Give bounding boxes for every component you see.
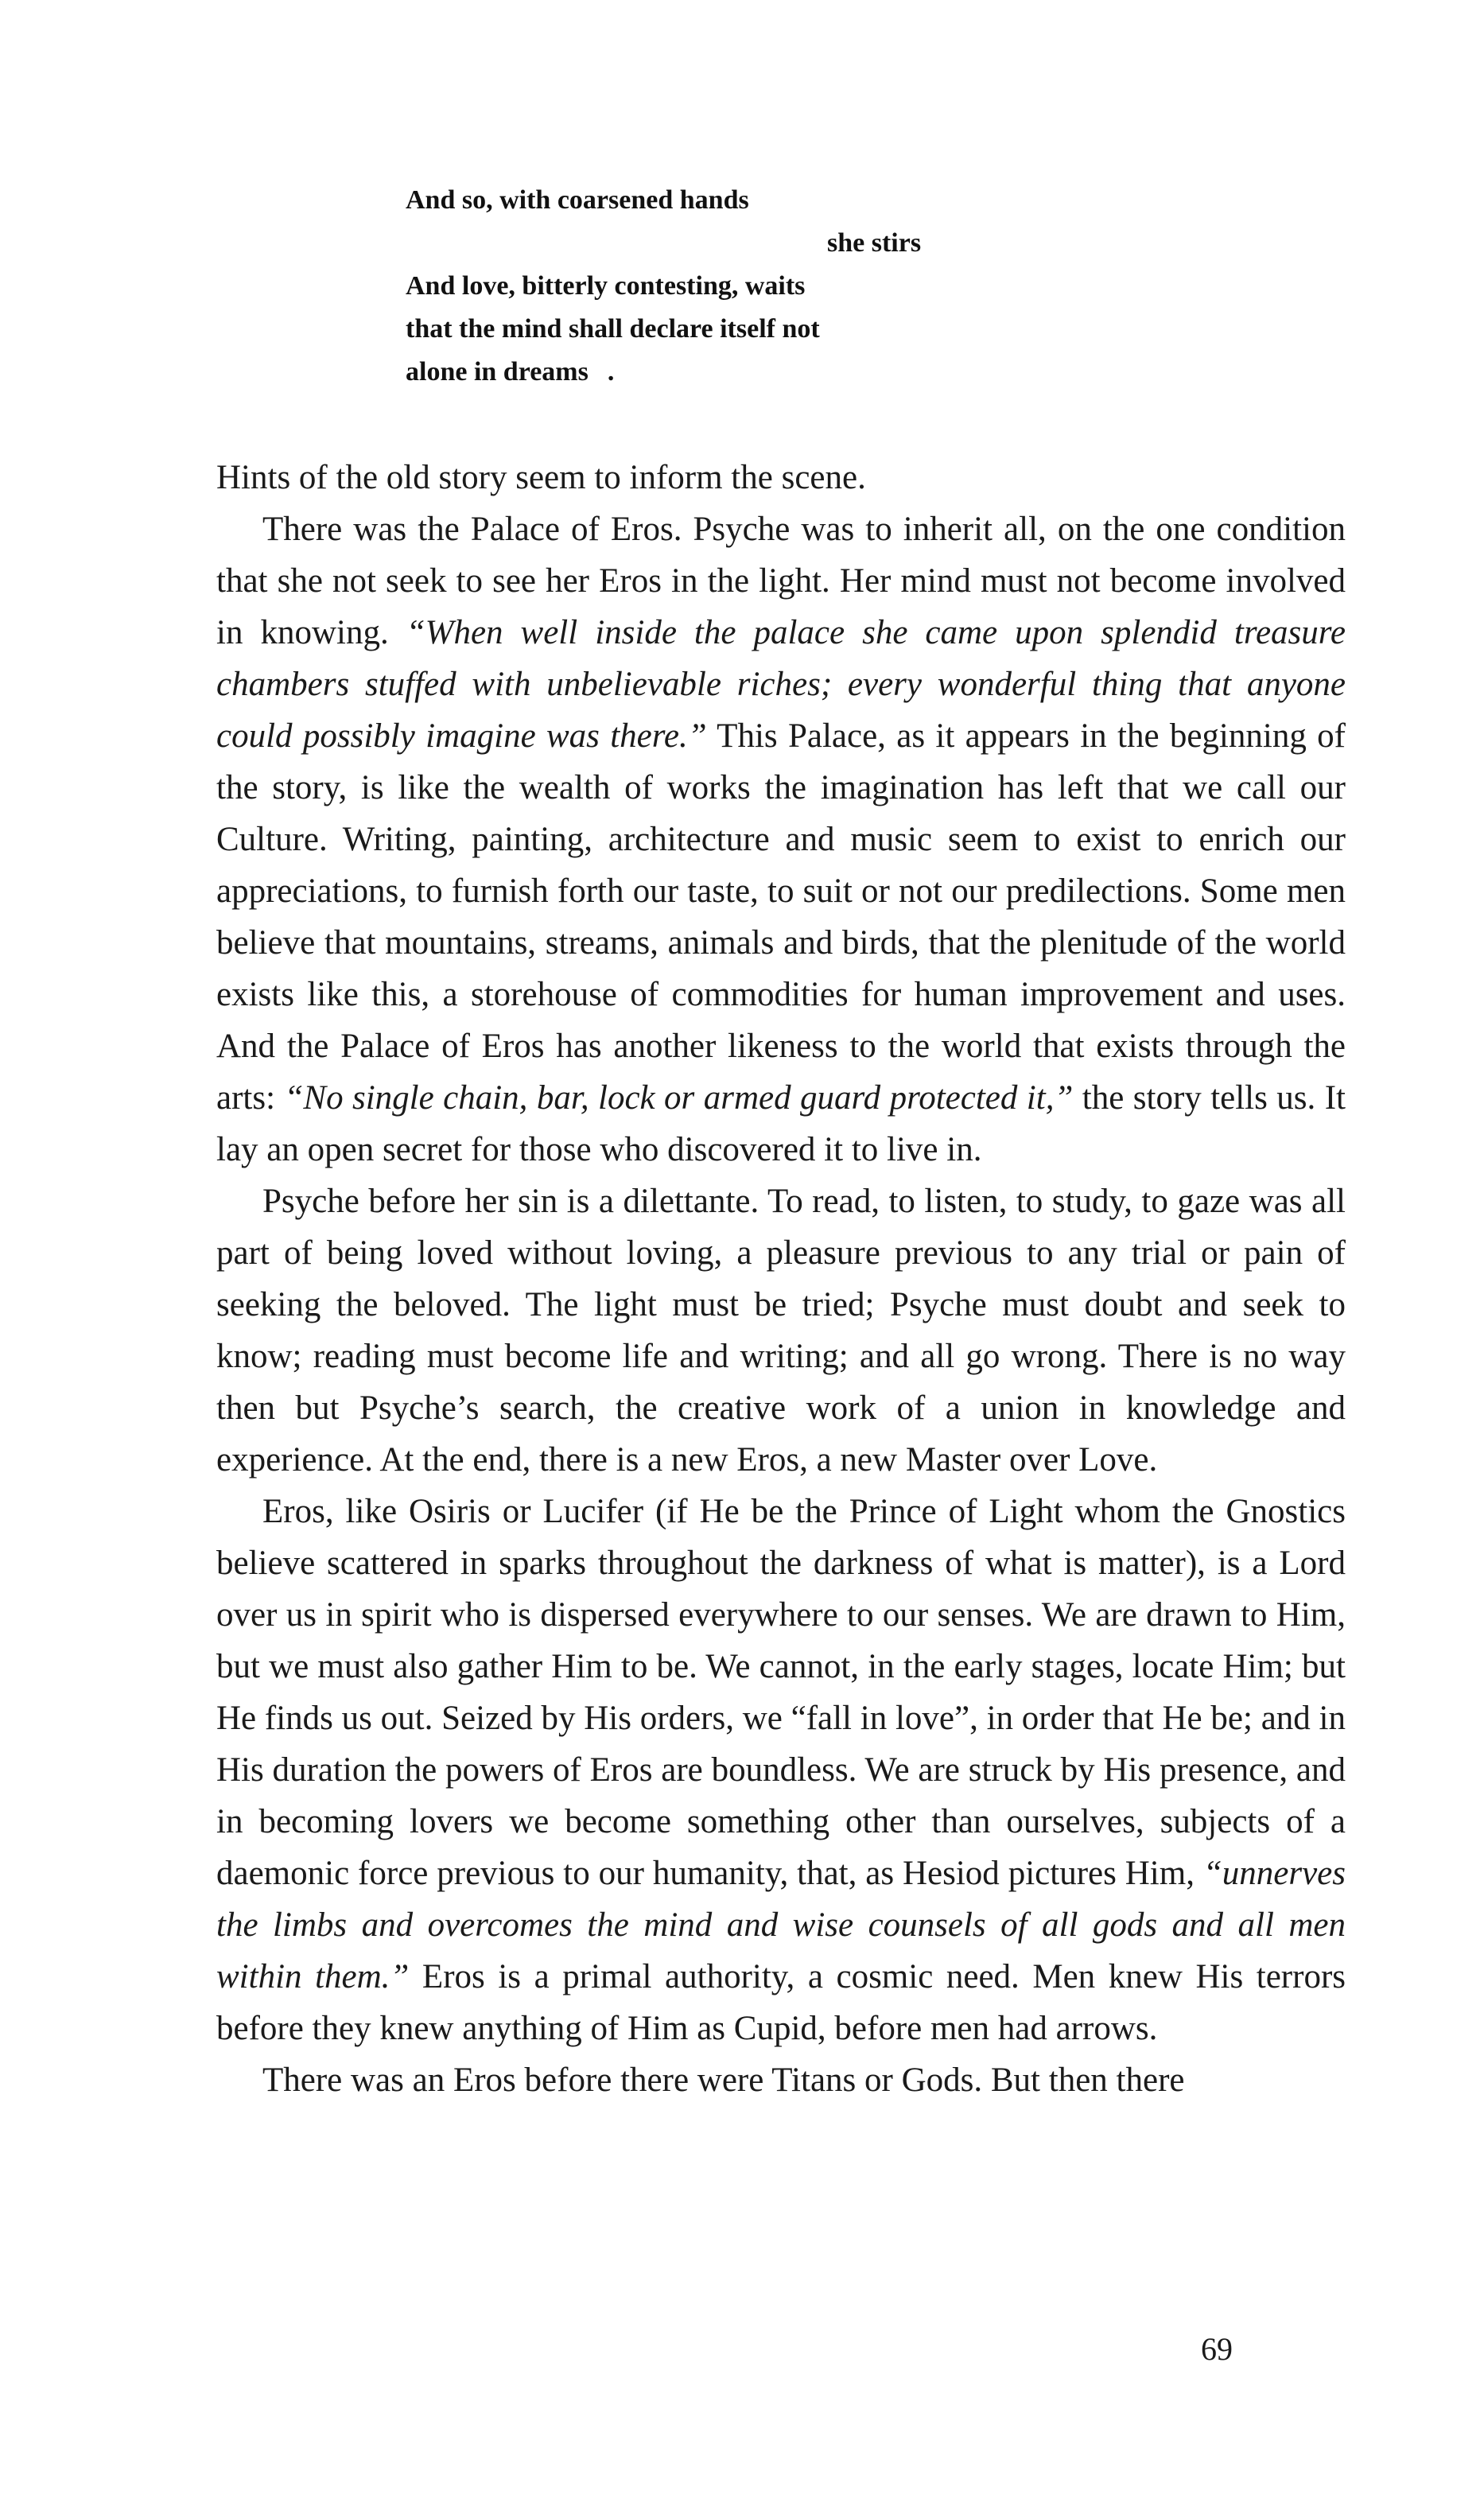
verse-line: she stirs bbox=[827, 228, 922, 258]
quotation: “unnerves the limbs and overcomes the mind and wise counsels of all gods and all men within them.” bbox=[216, 1855, 1346, 1995]
page-number: 69 bbox=[1201, 2331, 1233, 2367]
verse-epigraph bbox=[406, 179, 1010, 394]
quotation: “No single chain, bar, lock or armed guard protected it,” bbox=[284, 1079, 1074, 1117]
paragraph-text: There was the Palace of Eros. Psyche was to inherit all, on the one condition that she not seek to see her Eros in the light. Her mind must not become involved in knowing. bbox=[216, 511, 1346, 651]
quotation: “When well inside the palace she came upon splendid treasure chambers stuffed with unbelievable riches; every wonderful thing that anyone could possibly imagine was there.” bbox=[216, 614, 1346, 755]
verse-text: alone in dreams bbox=[406, 357, 589, 387]
verse-line: And love, bitterly contesting, waits bbox=[406, 271, 806, 301]
paragraph: There was an Eros before there were Titans or Gods. But then there bbox=[262, 2061, 1185, 2099]
paragraph-text: This Palace, as it appears in the beginning of the story, is like the wealth of works the imagination has left that we call our Culture. Writing, painting, architecture and music seem to exist to enrich our appreciations, to furnish forth our taste, to suit or not our predilections. Some men believe that mountains, streams, animals and birds, that the plenitude of the world exists like this, a storehouse of commodities for human improvement and uses. And the Palace of Eros has another likeness to the world that exists through the arts: bbox=[216, 717, 1346, 1117]
paragraph-text: Eros, like Osiris or Lucifer (if He be the Prince of Light whom the Gnostics believe scattered in sparks throughout the darkness of what is matter), is a Lord over us in spirit who is dispersed everywhere to our senses. We are drawn to Him, but we must also gather Him to be. We cannot, in the early stages, locate Him; but He finds us out. Seized by His orders, we “fall in love”, in order that He be; and in His duration the powers of Eros are boundless. We are struck by His presence, and in becoming lovers we become something other than ourselves, subjects of a daemonic force previous to our humanity, that, as Hesiod pictures Him, bbox=[216, 1493, 1346, 1892]
paragraph: Psyche before her sin is a dilettante. To read, to listen, to study, to gaze was all part of being loved without loving, a pleasure previous to any trial or pain of seeking the beloved. The light must be tried; Psyche must doubt and seek to know; reading must become life and writing; and all go wrong. There is no way then but Psyche’s search, the creative work of a union in knowledge and experience. At the end, there is a new Eros, a new Master over Love. bbox=[216, 1183, 1346, 1479]
verse-dot: . bbox=[607, 357, 615, 387]
paragraph-text: Eros is a primal authority, a cosmic need. Men knew His terrors before they knew anything of Him as Cupid, before men had arrows. bbox=[216, 1958, 1346, 2047]
paragraph: Hints of the old story seem to inform the scene. bbox=[216, 459, 866, 496]
body-text bbox=[216, 452, 1346, 2106]
paragraph-text: the story tells us. It lay an open secret for those who discovered it to live in. bbox=[216, 1079, 1346, 1168]
verse-line bbox=[406, 351, 1010, 394]
paragraph bbox=[216, 1486, 1346, 2054]
verse-line: that the mind shall declare itself not bbox=[406, 314, 820, 344]
verse-line: And so, with coarsened hands bbox=[406, 185, 749, 215]
paragraph bbox=[216, 503, 1346, 1175]
